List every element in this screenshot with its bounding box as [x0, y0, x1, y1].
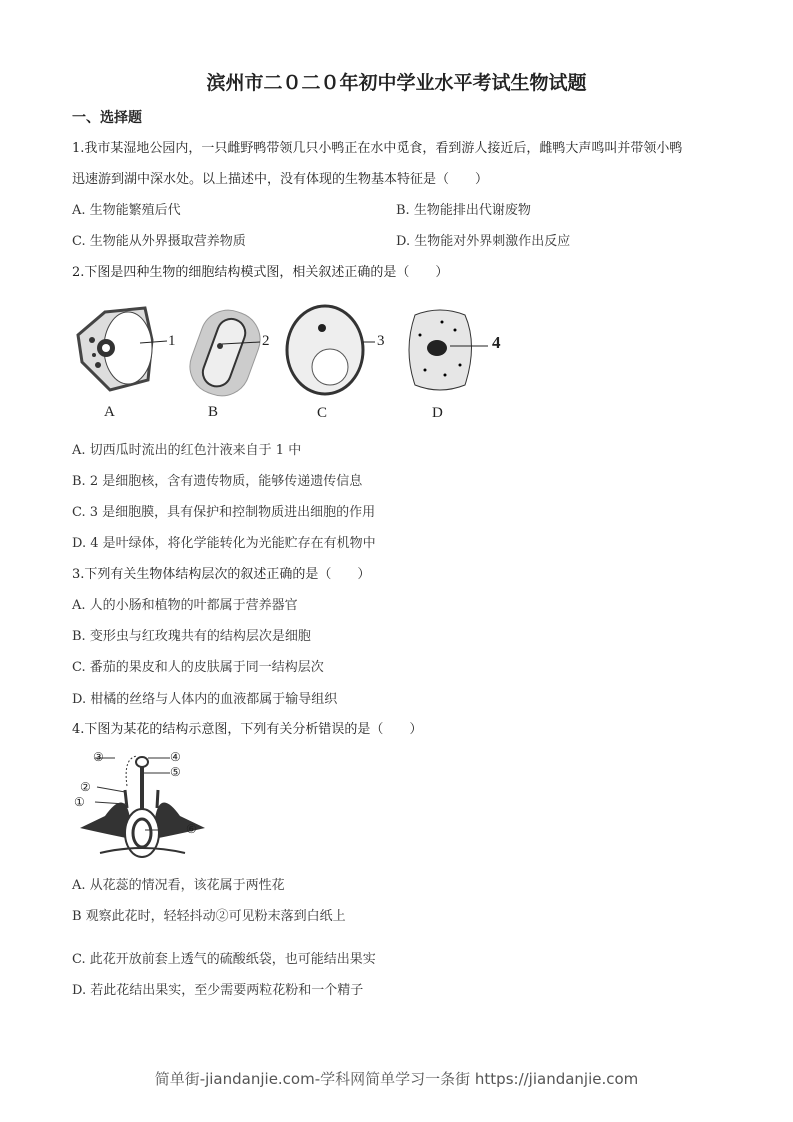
q4-option-d: D. 若此花结出果实，至少需要两粒花粉和一个精子 — [72, 983, 364, 998]
q2-option-c: C. 3 是细胞膜，具有保护和控制物质进出细胞的作用 — [72, 505, 376, 520]
figure-label-b: B — [208, 404, 219, 420]
q1-stem-line1: 1.我市某湿地公园内，一只雌野鸭带领几只小鸭正在水中觅食，看到游人接近后，雌鸭大声鸣叫并带领小鸭 — [72, 141, 683, 156]
q4-option-a: A. 从花蕊的情况看，该花属于两性花 — [72, 878, 285, 893]
q3-stem: 3.下列有关生物体结构层次的叙述正确的是（ ） — [72, 567, 371, 582]
animal-cell-d — [409, 310, 488, 390]
q2-option-a: A. 切西瓜时流出的红色汁液来自于 1 中 — [72, 443, 302, 458]
figure-number-2: 2 — [262, 333, 270, 349]
flower-label-3: ③ — [93, 750, 104, 764]
flower-label-2: ② — [80, 780, 91, 794]
cell-diagram-figure — [70, 300, 520, 400]
q4-option-b: B 观察此花时，轻轻抖动②可见粉末落到白纸上 — [72, 909, 346, 924]
figure-label-d: D — [432, 405, 443, 421]
q3-option-a: A. 人的小肠和植物的叶都属于营养器官 — [72, 598, 298, 613]
flower-label-6: ⑥ — [186, 822, 197, 836]
q3-option-c: C. 番茄的果皮和人的皮肤属于同一结构层次 — [72, 660, 324, 675]
yeast-cell-c — [287, 306, 375, 394]
flower-label-1: ① — [74, 795, 85, 809]
flower-label-4: ④ — [170, 750, 181, 764]
q1-stem-line2: 迅速游到湖中深水处。以上描述中，没有体现的生物基本特征是（ ） — [72, 172, 489, 187]
q2-option-b: B. 2 是细胞核，含有遗传物质，能够传递遗传信息 — [72, 474, 363, 489]
bacterium-cell-b — [182, 302, 268, 400]
q3-option-b: B. 变形虫与红玫瑰共有的结构层次是细胞 — [72, 629, 311, 644]
q4-stem: 4.下图为某花的结构示意图，下列有关分析错误的是（ ） — [72, 722, 423, 737]
q1-option-b: B. 生物能排出代谢废物 — [396, 203, 531, 218]
q1-option-d: D. 生物能对外界刺激作出反应 — [396, 234, 571, 249]
section-heading: 一、选择题 — [72, 110, 142, 126]
figure-number-4: 4 — [492, 333, 501, 352]
q4-option-c: C. 此花开放前套上透气的硫酸纸袋，也可能结出果实 — [72, 952, 376, 967]
figure-label-a: A — [104, 404, 115, 420]
plant-cell-a — [78, 308, 167, 390]
q2-option-d: D. 4 是叶绿体，将化学能转化为光能贮存在有机物中 — [72, 536, 376, 551]
footer-watermark: 简单街-jiandanjie.com-学科网简单学习一条街 https://jiandanjie.com — [154, 1070, 639, 1088]
q1-option-c: C. 生物能从外界摄取营养物质 — [72, 234, 246, 249]
q1-option-a: A. 生物能繁殖后代 — [72, 203, 181, 218]
q2-stem: 2.下图是四种生物的细胞结构模式图，相关叙述正确的是（ ） — [72, 265, 449, 280]
figure-label-c: C — [317, 405, 328, 421]
figure-number-3: 3 — [377, 333, 385, 349]
figure-number-1: 1 — [168, 333, 176, 349]
flower-label-5: ⑤ — [170, 765, 181, 779]
page-title: 滨州市二０二０年初中学业水平考试生物试题 — [206, 72, 587, 94]
q3-option-d: D. 柑橘的丝络与人体内的血液都属于输导组织 — [72, 692, 338, 707]
